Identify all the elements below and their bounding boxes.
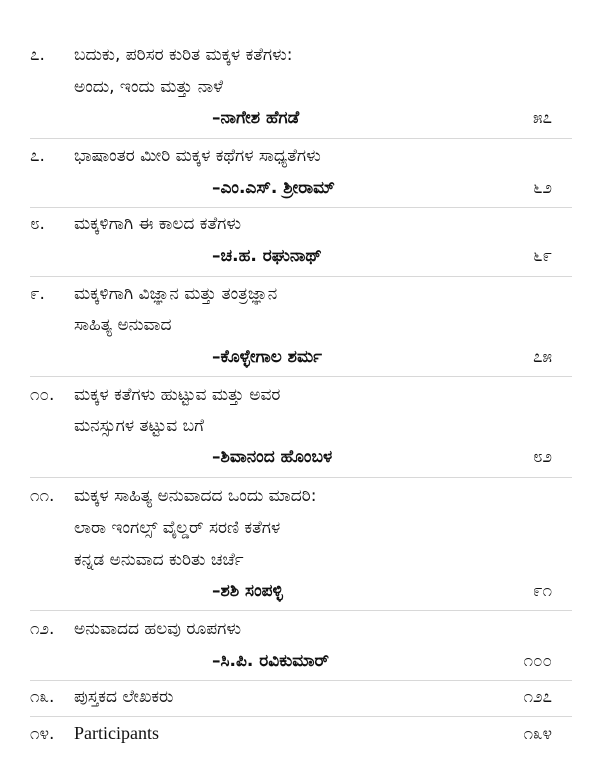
entry-page-number: ೯೧	[532, 581, 552, 601]
entry-number: ೧೦.	[30, 385, 55, 405]
divider	[30, 680, 572, 681]
entry-author: –ಸಿ.ಪಿ. ರವಿಕುಮಾರ್	[212, 651, 329, 671]
entry-page-number: ೧೩೪	[523, 724, 552, 744]
entry-number: ೮.	[30, 214, 45, 234]
divider	[30, 138, 572, 139]
entry-page-number: ೭೫	[532, 347, 552, 367]
divider	[30, 610, 572, 611]
entry-author: –ಕೊಳ್ಳೇಗಾಲ ಶರ್ಮ	[212, 347, 322, 367]
divider	[30, 376, 572, 377]
entry-title-line: ಲಾರಾ ಇಂಗಲ್ಸ್ ವೈಲ್ಡರ್ ಸರಣಿ ಕತೆಗಳ	[74, 518, 281, 538]
entry-title-line: ಸಾಹಿತ್ಯ ಅನುವಾದ	[74, 315, 172, 335]
entry-page-number: ೬೨	[532, 178, 552, 198]
entry-number: ೧೪.	[30, 724, 55, 744]
divider	[30, 276, 572, 277]
entry-title-line: ಪುಸ್ತಕದ ಲೇಖಕರು	[74, 687, 174, 707]
divider	[30, 477, 572, 478]
entry-author: –ಶಶಿ ಸಂಪಳ್ಳಿ	[212, 581, 283, 601]
entry-number: ೧೧.	[30, 486, 55, 506]
entry-page-number: ೫೭	[532, 108, 552, 128]
entry-number: ೭.	[30, 45, 45, 65]
entry-number: ೭.	[30, 146, 45, 166]
entry-title-line: Participants	[74, 723, 159, 743]
entry-page-number: ೮೨	[532, 447, 552, 467]
entry-number: ೯.	[30, 284, 45, 304]
divider	[30, 716, 572, 717]
entry-number: ೧೩.	[30, 687, 55, 707]
entry-page-number: ೧೨೭	[523, 687, 552, 707]
entry-number: ೧೨.	[30, 619, 55, 639]
entry-title-line: ಅನುವಾದದ ಹಲವು ರೂಪಗಳು	[74, 619, 241, 639]
entry-page-number: ೧೦೦	[523, 651, 552, 671]
entry-author: –ಎಂ.ಎಸ್. ಶ್ರೀರಾಮ್	[212, 178, 335, 198]
entry-author: –ಚ.ಹ. ರಘುನಾಥ್	[212, 246, 322, 266]
entry-title-line: ಮಕ್ಕಳ ಸಾಹಿತ್ಯ ಅನುವಾದದ ಒಂದು ಮಾದರಿ:	[74, 486, 317, 506]
entry-title-line: ಅಂದು, ಇಂದು ಮತ್ತು ನಾಳೆ	[74, 77, 224, 97]
entry-author: –ನಾಗೇಶ ಹೆಗಡೆ	[212, 108, 300, 128]
entry-author: –ಶಿವಾನಂದ ಹೊಂಬಳ	[212, 447, 333, 467]
entry-title-line: ಮಕ್ಕಳಿಗಾಗಿ ವಿಜ್ಞಾನ ಮತ್ತು ತಂತ್ರಜ್ಞಾನ	[74, 284, 278, 304]
entry-title-line: ಮಕ್ಕಳಿಗಾಗಿ ಈ ಕಾಲದ ಕತೆಗಳು	[74, 214, 241, 234]
entry-title-line: ಬದುಕು, ಪರಿಸರ ಕುರಿತ ಮಕ್ಕಳ ಕತೆಗಳು:	[74, 45, 293, 65]
entry-title-line: ಮಕ್ಕಳ ಕತೆಗಳು ಹುಟ್ಟುವ ಮತ್ತು ಅವರ	[74, 385, 281, 405]
entry-title-line: ಮನಸ್ಸುಗಳ ತಟ್ಟುವ ಬಗೆ	[74, 416, 204, 436]
divider	[30, 207, 572, 208]
entry-title-line: ಕನ್ನಡ ಅನುವಾದ ಕುರಿತು ಚರ್ಚೆ	[74, 550, 244, 570]
entry-page-number: ೬೯	[532, 246, 552, 266]
entry-title-line: ಭಾಷಾಂತರ ಮೀರಿ ಮಕ್ಕಳ ಕಥೆಗಳ ಸಾಧ್ಯತೆಗಳು	[74, 146, 321, 166]
